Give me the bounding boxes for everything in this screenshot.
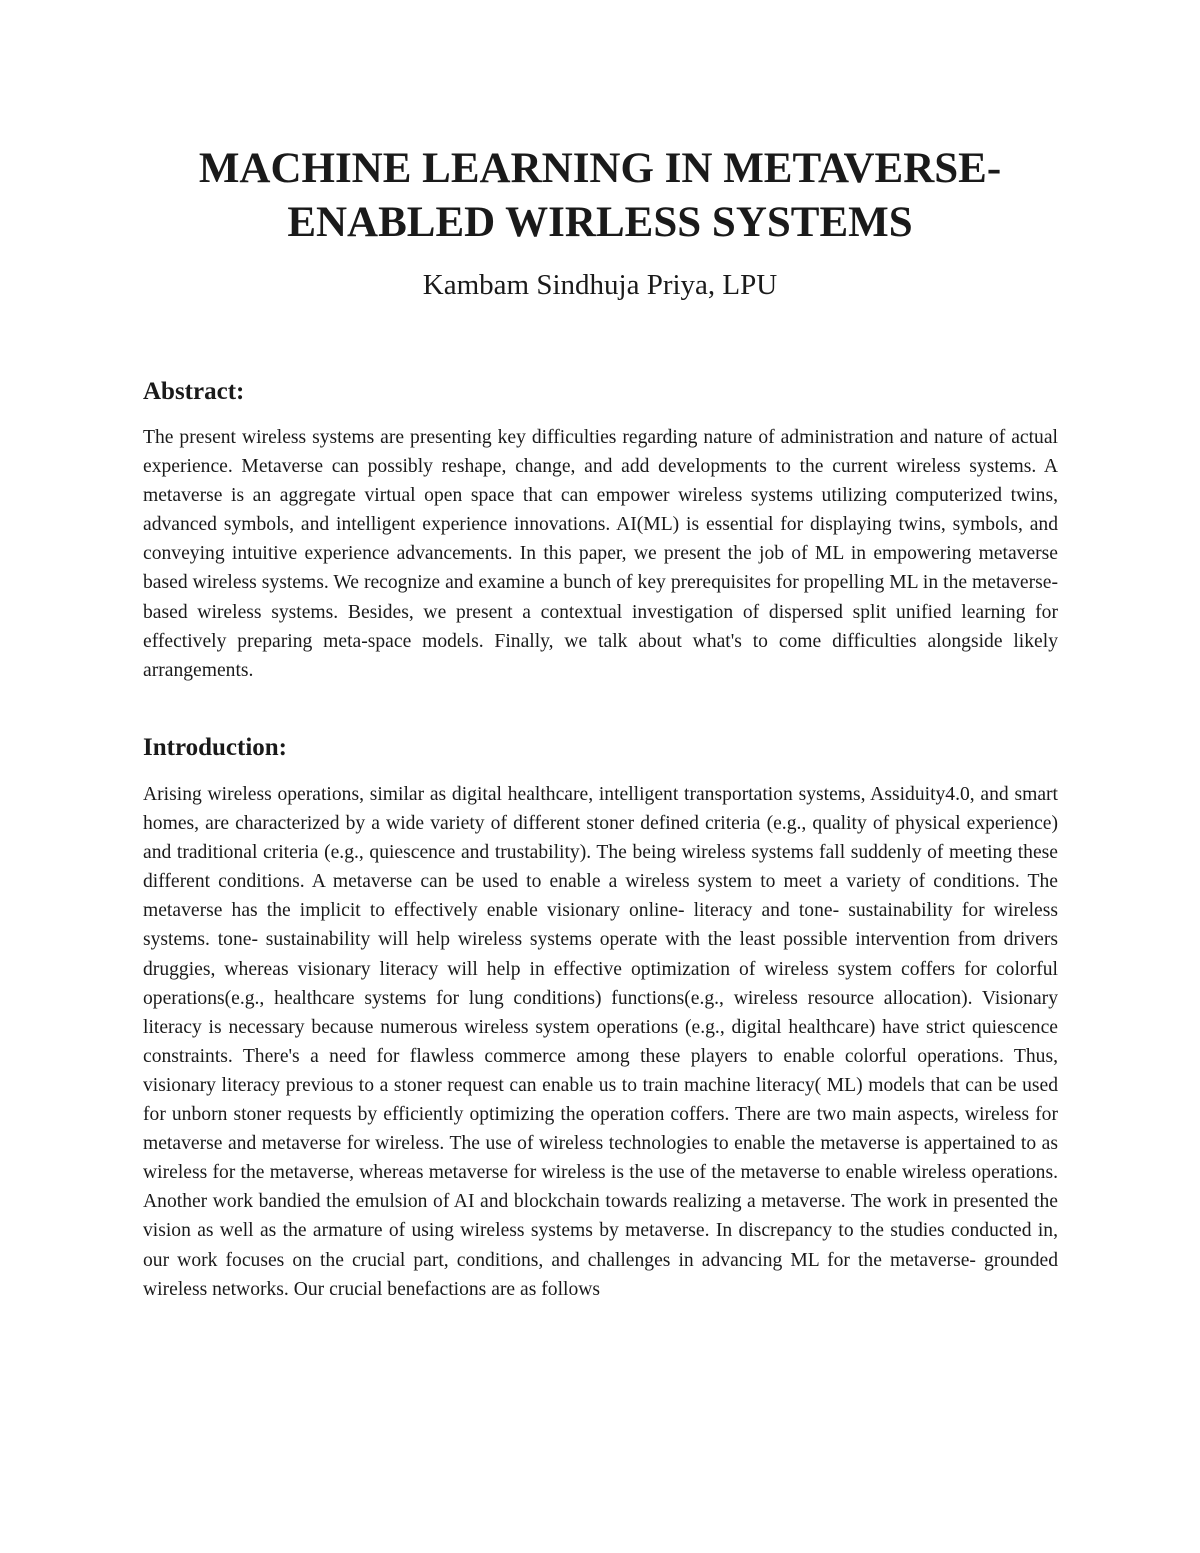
abstract-paragraph: The present wireless systems are presenting key difficulties regarding nature of administration and nature of actual experience. Metaverse can possibly reshape, change, and add developments to the current wireless systems. A metaverse is an aggregate virtual open space that can empower wireless systems utilizing computerized twins, advanced symbols, and intelligent experience innovations. AI(ML) is essential for displaying twins, symbols, and conveying intuitive experience advancements. In this paper, we present the job of ML in empowering metaverse based wireless systems. We recognize and examine a bunch of key prerequisites for propelling ML in the metaverse-based wireless systems. Besides, we present a contextual investigation of dispersed split unified learning for effectively preparing meta-space models. Finally, we talk about what's to come difficulties alongside likely arrangements. [143, 427, 1058, 681]
abstract-heading: Abstract: [143, 378, 245, 405]
paper-title [0, 142, 1200, 250]
introduction-heading: Introduction: [143, 734, 288, 761]
paper-title-line-1: MACHINE LEARNING IN METAVERSE- [198, 145, 1002, 192]
author-line: Kambam Sindhuja Priya, LPU [422, 269, 778, 301]
introduction-paragraph: Arising wireless operations, similar as digital healthcare, intelligent transportation systems, Assiduity4.0, and smart homes, are characterized by a wide variety of different stoner defined criteria (e.g., quality of physical experience) and traditional criteria (e.g., quiescence and trustability). The being wireless systems fall suddenly of meeting these different conditions. A metaverse can be used to enable a wireless system to meet a variety of conditions. The metaverse has the implicit to effectively enable visionary online- literacy and tone- sustainability for wireless systems. tone- sustainability will help wireless systems operate with the least possible intervention from drivers druggies, whereas visionary literacy will help in effective optimization of wireless system coffers for colorful operations(e.g., healthcare systems for lung conditions) functions(e.g., wireless resource allocation). Visionary literacy is necessary because numerous wireless system operations (e.g., digital healthcare) have strict quiescence constraints. There's a need for flawless commerce among these players to enable colorful operations. Thus, visionary literacy previous to a stoner request can enable us to train machine literacy( ML) models that can be used for unborn stoner requests by efficiently optimizing the operation coffers. There are two main aspects, wireless for metaverse and metaverse for wireless. The use of wireless technologies to enable the metaverse is appertained to as wireless for the metaverse, whereas metaverse for wireless is the use of the metaverse to enable wireless operations. Another work bandied the emulsion of AI and blockchain towards realizing a metaverse. The work in presented the vision as well as the armature of using wireless systems by metaverse. In discrepancy to the studies conducted in, our work focuses on the crucial part, conditions, and challenges in advancing ML for the metaverse- grounded wireless networks. Our crucial benefactions are as follows [143, 784, 1058, 1300]
paper-title-line-2: ENABLED WIRLESS SYSTEMS [287, 199, 913, 246]
